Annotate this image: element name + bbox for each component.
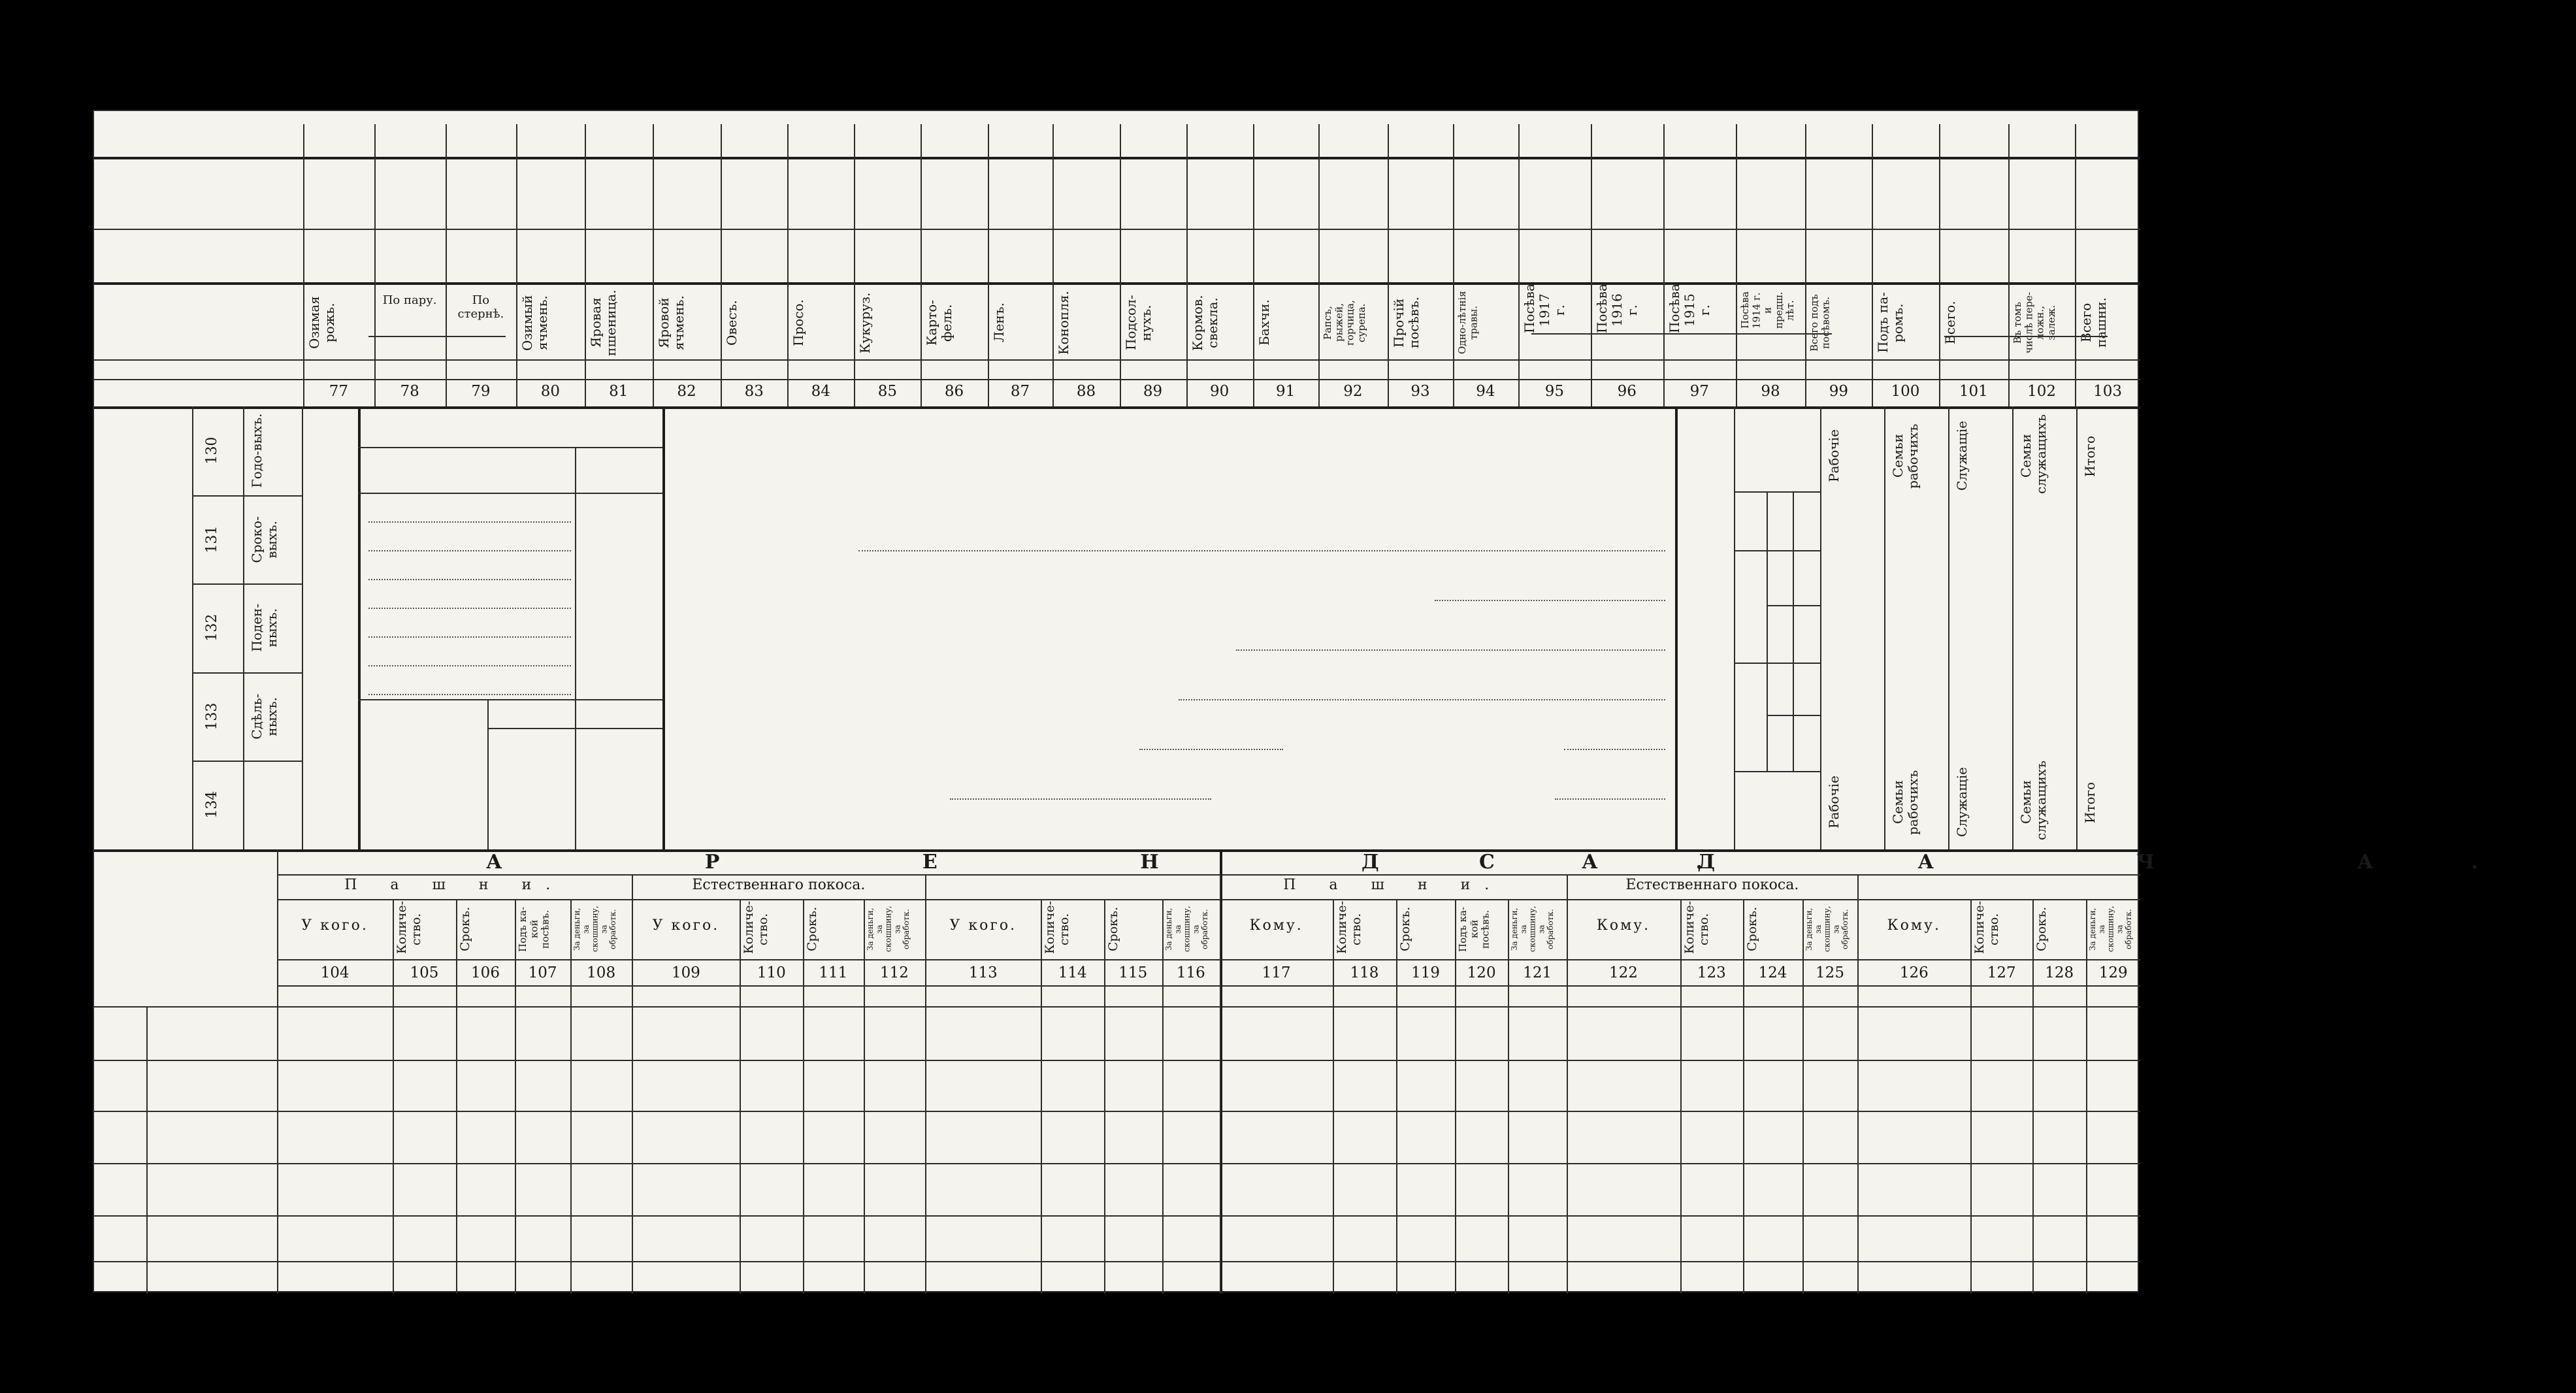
- worker-num-132: 132: [204, 614, 220, 642]
- col-num-105: 105: [410, 964, 439, 981]
- crop-num-102: 102: [2027, 383, 2057, 400]
- sub-divider-3: [1220, 874, 1221, 1294]
- arenda-hline-6: [94, 1111, 2140, 1112]
- worker-type-2-top: Служащіе: [1954, 421, 1970, 491]
- col-line-24: [2032, 899, 2034, 1294]
- sub-divider-4: [1567, 874, 1568, 1294]
- col-line-14: [1333, 899, 1334, 1294]
- col-header-110: Количе-ство.: [742, 900, 771, 954]
- crop-label-95: Посѣва 1917 г.: [1521, 284, 1567, 333]
- col-header-119: Срокъ.: [1397, 906, 1412, 952]
- col-header-116: За деньги, за скошшину, за обработк.: [1164, 906, 1209, 953]
- arenda-hline-8: [94, 1215, 2140, 1217]
- arenda-hline-4: [94, 1006, 2140, 1008]
- crop-num-82: 82: [677, 383, 696, 400]
- col-line-2: [456, 899, 457, 1294]
- crop-num-85: 85: [877, 383, 898, 400]
- crop-num-98: 98: [1761, 383, 1780, 400]
- col-header-105: Количе-ство.: [395, 900, 423, 954]
- crop-label-89: Подсол-нухъ.: [1122, 295, 1154, 351]
- crop-label-84: Просо.: [791, 299, 807, 346]
- crop-num-84: 84: [811, 383, 830, 400]
- top-border: [94, 157, 2140, 159]
- worker-label-131: Сроко-выхъ.: [249, 516, 280, 563]
- col-num-128: 128: [2045, 964, 2074, 981]
- sub-divider-2: [925, 874, 926, 1294]
- crop-num-88: 88: [1076, 383, 1096, 400]
- col-num-112: 112: [880, 964, 909, 981]
- arenda-hline-7: [94, 1163, 2140, 1164]
- crop-label-96: Посѣва 1916 г.: [1593, 284, 1640, 333]
- worker-type-3-bottom: Семьи служащихъ: [2018, 761, 2049, 840]
- nadel-label: [116, 1013, 146, 1141]
- col-line-6: [740, 899, 741, 1294]
- sdacha-title: С Д А Ч А.: [1479, 851, 2576, 874]
- col-num-111: 111: [819, 964, 848, 981]
- crop-num-93: 93: [1410, 383, 1430, 400]
- col-num-120: 120: [1467, 964, 1496, 981]
- sub-divider-5: [1857, 874, 1859, 1294]
- crop-label-93: Прочій посѣвъ.: [1391, 297, 1422, 349]
- crop-label-85: Кукуруз.: [857, 292, 873, 353]
- arenda-hline-5: [94, 1060, 2140, 1061]
- col-header-129: За деньги, за скошшину, за обработк.: [2088, 906, 2134, 953]
- col-line-21: [1802, 899, 1804, 1294]
- worker-label-134: [250, 767, 295, 843]
- census-card: [93, 110, 2576, 1292]
- crop-num-78: 78: [400, 383, 419, 400]
- col-line-12: [1162, 899, 1164, 1294]
- col-num-107: 107: [528, 964, 557, 981]
- crop-label-100: Подъ па-ромъ.: [1875, 292, 1906, 353]
- worker-type-1-top: Семьи рабочихъ: [1890, 423, 1921, 489]
- worker-label-132: Поден-ныхъ.: [249, 604, 280, 652]
- crop-num-86: 86: [944, 383, 964, 400]
- col-line-7: [803, 899, 804, 1294]
- crop-label-77: Озимая рожь.: [306, 296, 337, 350]
- crop-num-81: 81: [609, 383, 628, 400]
- col-line-15: [1396, 899, 1397, 1294]
- crop-num-99: 99: [1829, 383, 1848, 400]
- col-num-118: 118: [1350, 964, 1379, 981]
- crop-label-97: Посѣва 1915 г.: [1666, 284, 1712, 333]
- col-line-20: [1743, 899, 1744, 1294]
- crop-label-87: Ленъ.: [990, 303, 1007, 343]
- worker-num-133: 133: [204, 702, 220, 730]
- col-line-19: [1680, 899, 1682, 1294]
- crop-label-86: Карто-фель.: [924, 299, 955, 346]
- col-header-106: Срокъ.: [457, 906, 472, 952]
- sub-divider-1: [632, 874, 633, 1294]
- arenda-hline-9: [94, 1261, 2140, 1262]
- col-header-107: Подъ ка-кой посѣвъ.: [517, 906, 551, 952]
- col-num-122: 122: [1609, 964, 1638, 981]
- worker-label-133: Сдѣль-ныхъ.: [249, 693, 280, 740]
- men-incl-label: [1773, 668, 1791, 711]
- worker-num-130: 130: [204, 436, 220, 465]
- col-header-108: За деньги, за скошшину, за обработк.: [572, 906, 618, 953]
- crop-num-90: 90: [1210, 383, 1230, 400]
- crop-num-95: 95: [1544, 383, 1564, 400]
- col-header-123: Количе-ство.: [1682, 900, 1711, 954]
- col-num-104: 104: [320, 964, 350, 981]
- sub-header-1: Естественнаго покоса.: [692, 877, 866, 893]
- crop-num-96: 96: [1617, 383, 1637, 400]
- worker-type-1-bottom: Семьи рабочихъ: [1890, 770, 1921, 835]
- crop-label-103: Всего пашни.: [2078, 297, 2110, 348]
- col-num-121: 121: [1523, 964, 1552, 981]
- worker-type-4-bottom: Итого: [2082, 781, 2098, 823]
- col-line-23: [1970, 899, 1972, 1294]
- col-header-128: Срокъ.: [2034, 906, 2049, 952]
- arenda-hline-3: [277, 985, 2140, 987]
- sub-header-3: П а ш н и.: [1283, 877, 1504, 893]
- crop-num-80: 80: [540, 383, 561, 400]
- col-line-25: [2086, 899, 2087, 1294]
- crop-label-101: Всего.: [1942, 301, 1958, 345]
- arenda-hline-0: [277, 874, 2140, 876]
- col-num-125: 125: [1816, 964, 1844, 981]
- col-num-106: 106: [471, 964, 500, 981]
- col-header-124: Срокъ.: [1745, 906, 1760, 952]
- crop-num-92: 92: [1343, 383, 1363, 400]
- crop-label-88: Конопля.: [1056, 291, 1072, 355]
- worker-type-2-bottom: Служащіе: [1954, 767, 1970, 838]
- vne-label: [103, 1151, 146, 1249]
- col-header-104: У кого.: [301, 917, 368, 934]
- col-header-114: Количе-ство.: [1043, 900, 1072, 954]
- worker-label-130: Годо-выхъ.: [249, 413, 265, 488]
- worker-type-3-top: Семьи служащихъ: [2018, 414, 2049, 494]
- crop-label-94: Одно-лѣтнія травы.: [1456, 291, 1480, 355]
- col-num-114: 114: [1058, 964, 1087, 981]
- col-header-112: За деньги, за скошшину, за обработк.: [865, 906, 911, 953]
- crop-label-81: Яровая пшеница.: [587, 289, 619, 356]
- crop-num-100: 100: [1891, 383, 1920, 400]
- crop-num-87: 87: [1010, 383, 1030, 400]
- crop-num-79: 79: [471, 383, 491, 400]
- col-num-115: 115: [1118, 964, 1148, 981]
- col-header-122: Кому.: [1596, 917, 1651, 934]
- col-line-3: [515, 899, 516, 1294]
- crop-num-91: 91: [1275, 383, 1296, 400]
- col-header-109: У кого.: [652, 917, 720, 934]
- col-num-123: 123: [1697, 964, 1726, 981]
- crop-num-77: 77: [329, 383, 349, 400]
- arenda-title: А Р Е Н Д А.: [486, 851, 1801, 874]
- col-num-117: 117: [1262, 964, 1291, 981]
- crop-num-97: 97: [1689, 383, 1709, 400]
- crop-num-89: 89: [1143, 383, 1163, 400]
- crop-num-103: 103: [2093, 383, 2122, 400]
- crop-label-99: Всего подъ посѣвомъ.: [1808, 294, 1832, 352]
- women-incl-label: [1773, 555, 1791, 601]
- worker-num-134: 134: [204, 791, 220, 819]
- col-header-117: Кому.: [1249, 917, 1303, 934]
- crop-label-98: Посѣва 1914 г. и предш. лѣт.: [1738, 291, 1796, 329]
- crop-num-101: 101: [1959, 383, 1988, 400]
- col-line-11: [1104, 899, 1105, 1294]
- crop-label-90: Кормов. свекла.: [1189, 295, 1220, 351]
- crop-label-82: Яровой ячмень.: [655, 295, 687, 350]
- arenda-hline-2: [277, 959, 2140, 960]
- col-num-129: 129: [2098, 964, 2128, 981]
- col-line-17: [1508, 899, 1509, 1294]
- worker-type-0-top: Рабочіе: [1826, 429, 1842, 483]
- col-num-110: 110: [757, 964, 786, 981]
- total-both-label: [1770, 498, 1793, 548]
- col-num-126: 126: [1899, 964, 1929, 981]
- col-header-127: Количе-ство.: [1972, 900, 2002, 954]
- col-header-121: За деньги, за скошшину, за обработк.: [1509, 906, 1556, 953]
- sub-header-0: П а ш н и.: [344, 877, 565, 893]
- col-line-10: [1041, 899, 1042, 1294]
- col-line-4: [570, 899, 572, 1294]
- col-header-120: Подъ ка-кой посѣвъ.: [1457, 906, 1492, 952]
- col-num-108: 108: [587, 964, 616, 981]
- col-header-111: Срокъ.: [805, 906, 820, 952]
- crop-num-94: 94: [1476, 383, 1495, 400]
- crop-label-80: Озимый ячмень.: [519, 295, 551, 351]
- col-num-127: 127: [1987, 964, 2016, 981]
- col-num-113: 113: [968, 964, 998, 981]
- crop-num-83: 83: [744, 383, 764, 400]
- col-line-1: [393, 899, 394, 1294]
- crop-label-91: Бахчи.: [1256, 299, 1272, 346]
- col-header-126: Кому.: [1887, 917, 1941, 934]
- col-num-119: 119: [1411, 964, 1441, 981]
- arenda-hline-1: [277, 899, 2140, 900]
- col-num-109: 109: [671, 964, 700, 981]
- crop-label-92: Рапсъ, рыжей, горчица, сурепа.: [1321, 300, 1367, 346]
- col-header-113: У кого.: [949, 917, 1017, 934]
- col-line-16: [1455, 899, 1456, 1294]
- crop-label-78: По пару.: [382, 293, 437, 307]
- crop-label-102: Въ томъ числѣ пере-ложн., залеж.: [2012, 291, 2057, 354]
- col-header-115: Срокъ.: [1105, 906, 1120, 952]
- col-num-124: 124: [1758, 964, 1787, 981]
- col-num-116: 116: [1176, 964, 1205, 981]
- worker-type-4-top: Итого: [2082, 435, 2098, 477]
- col-header-118: Количе-ство.: [1335, 900, 1364, 954]
- sub-header-4: Естественнаго покоса.: [1625, 877, 1799, 893]
- worker-type-0-bottom: Рабочіе: [1826, 776, 1842, 829]
- col-header-125: За деньги, за скошшину, за обработк.: [1804, 906, 1850, 953]
- worker-num-131: 131: [204, 525, 220, 553]
- crop-label-83: Овесъ.: [724, 300, 740, 346]
- col-line-8: [864, 899, 865, 1294]
- crop-label-79: По стернѣ.: [457, 293, 504, 321]
